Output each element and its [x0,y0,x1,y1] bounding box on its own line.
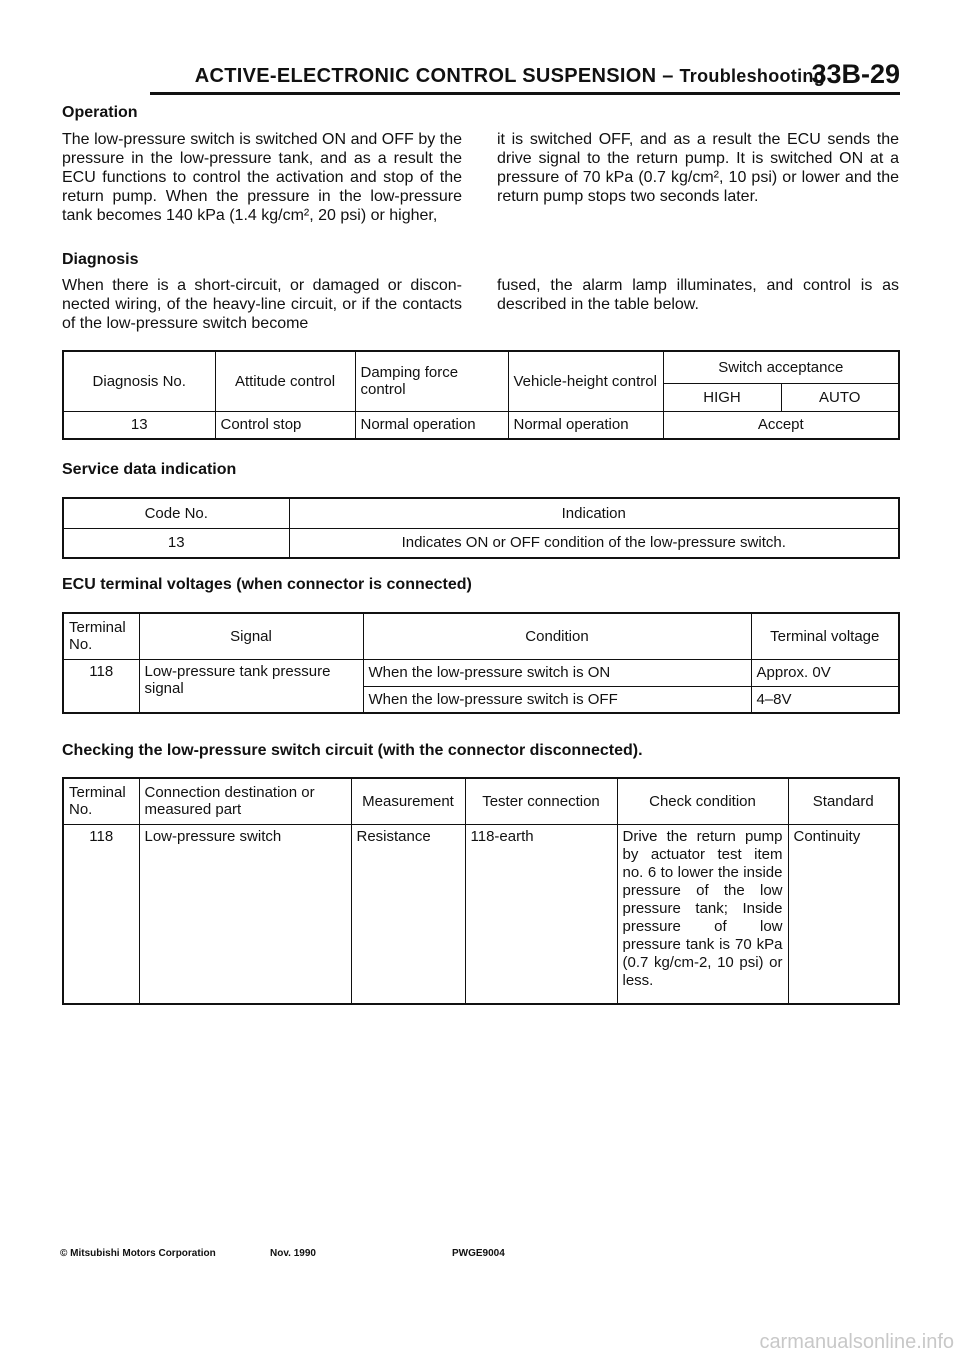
col-high: HIGH [663,383,781,411]
page-number: 33B-29 [811,59,900,89]
diagnosis-text-right: fused, the alarm lamp illuminates, and control is as described in the table below. [497,277,899,313]
cell-vehicle-height-control: Normal operation [508,411,663,439]
cell-connection-destination: Low-pressure switch [139,824,351,1004]
cell-code-no: 13 [63,528,289,558]
col-code-no: Code No. [63,498,289,528]
cell-measurement: Resistance [351,824,465,1004]
diagnosis-table [62,350,900,440]
col-damping-force-control: Damping force control [355,351,508,411]
col-indication: Indication [289,498,899,528]
cell-standard: Continuity [788,824,899,1004]
cell-tester-connection: 118-earth [465,824,617,1004]
service-data-heading: Service data indication [62,461,237,478]
col-signal: Signal [139,613,363,659]
col-connection-destination: Connection destination or measured part [139,778,351,824]
header-title [195,65,825,88]
cell-condition-off: When the low-pressure switch is OFF [363,686,751,713]
col-check-condition: Check condition [617,778,788,824]
operation-heading: Operation [62,104,138,121]
cell-attitude-control: Control stop [215,411,355,439]
ecu-voltages-header-row [63,613,899,659]
col-auto: AUTO [781,383,899,411]
service-data-header-row [63,498,899,528]
footer-code: PWGE9004 [452,1248,505,1259]
cell-damping-force-control: Normal operation [355,411,508,439]
operation-text-right: it is switched OFF, and as a result the ECU sends the drive signal to the return pump. It is switched ON at a pressure of 70 kPa (0.7 kg/cm², 10 psi) or lower and the return pump stops two seconds later. [497,131,899,205]
cell-voltage-off: 4–8V [751,686,899,713]
col-switch-acceptance: Switch acceptance [663,351,899,383]
col-vehicle-height-control: Vehicle-height control [508,351,663,411]
cell-terminal-no: 118 [63,659,139,713]
col-tester-connection: Tester connection [465,778,617,824]
service-data-table [62,497,900,559]
cell-switch-acceptance: Accept [663,411,899,439]
ecu-voltages-table [62,612,900,714]
col-diagnosis-no: Diagnosis No. [63,351,215,411]
cell-check-condition: Drive the return pump by actuator test item no. 6 to lower the inside pressure of the low pressure tank; Inside pressure of low pressure tank is 70 kPa (0.7 kg/cm-2, 10 psi) or less. [617,824,788,1004]
ecu-voltages-heading: ECU terminal voltages (when connector is connected) [62,576,472,593]
cell-condition-on: When the low-pressure switch is ON [363,659,751,686]
col-terminal-no: Terminal No. [63,613,139,659]
col-terminal-voltage: Terminal voltage [751,613,899,659]
footer-copyright: © Mitsubishi Motors Corporation [60,1248,216,1259]
watermark-text: carmanualsonline.info [759,1331,954,1353]
col-measurement: Measurement [351,778,465,824]
checking-table [62,777,900,1005]
cell-indication: Indicates ON or OFF condition of the low-pressure switch. [289,528,899,558]
checking-header-row [63,778,899,824]
header-dash: – [656,65,680,87]
cell-terminal-no: 118 [63,824,139,1004]
checking-heading: Checking the low-pressure switch circuit (with the connector disconnected). [62,742,643,759]
section-title: ACTIVE-ELECTRONIC CONTROL SUSPENSION [194,65,657,87]
col-terminal-no: Terminal No. [63,778,139,824]
col-standard: Standard [788,778,899,824]
col-condition: Condition [363,613,751,659]
section-subtitle: Troubleshooting [679,66,825,86]
cell-diagnosis-no: 13 [63,411,215,439]
table-row [63,824,899,1004]
table-row [63,528,899,558]
diagnosis-heading: Diagnosis [62,251,139,268]
col-attitude-control: Attitude control [215,351,355,411]
diagnosis-table-header-row [63,351,899,383]
footer-date: Nov. 1990 [270,1248,316,1259]
table-row [63,659,899,686]
table-row [63,411,899,439]
diagnosis-text-left: When there is a short-circuit, or damaged or discon-nected wiring, of the heavy-line circuit, or if the contacts of the low-pressure switch become [62,277,462,332]
cell-voltage-on: Approx. 0V [751,659,899,686]
cell-signal: Low-pressure tank pressure signal [139,659,363,713]
page-header [150,58,900,95]
operation-text-left: The low-pressure switch is switched ON and OFF by the pressure in the low-pressure tank, and as a result the ECU functions to control the activation and stop of the return pump. When the pressure in the low-pressure tank becomes 140 kPa (1.4 kg/cm², 20 psi) or higher, [62,131,462,224]
